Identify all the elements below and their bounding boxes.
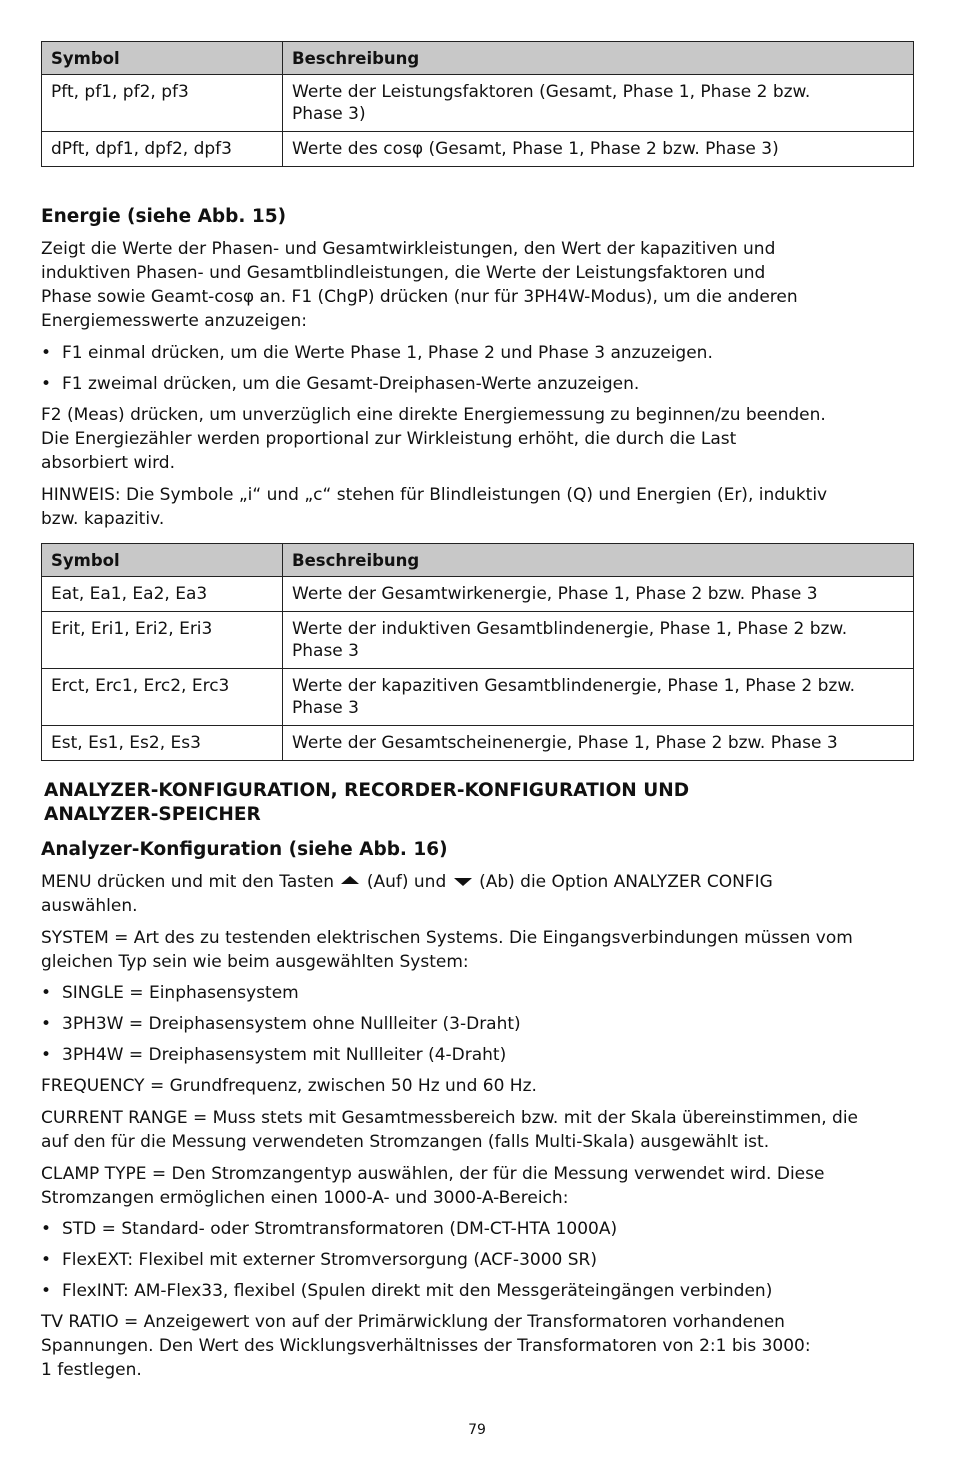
text-line: gleichen Typ sein wie beim ausgewählten System: [41, 952, 469, 972]
bullet-icon: • [41, 983, 52, 1003]
tv-ratio-paragraph [41, 1310, 914, 1382]
heading-line: ANALYZER-KONFIGURATION, RECORDER-KONFIGURATION UND [44, 780, 690, 801]
table-row [42, 75, 914, 132]
text-line: bzw. kapazitiv. [41, 509, 165, 529]
text-line: TV RATIO = Anzeigewert von auf der Primärwicklung der Transformatoren vorhandenen [41, 1312, 785, 1332]
text-line: SYSTEM = Art des zu testenden elektrischen Systems. Die Eingangsverbindungen müssen vom [41, 928, 853, 948]
description-line: Werte der Leistungsfaktoren (Gesamt, Phase 1, Phase 2 bzw. [292, 82, 811, 102]
heading-line: ANALYZER-SPEICHER [44, 804, 261, 825]
text-line: Zeigt die Werte der Phasen- und Gesamtwirkleistungen, den Wert der kapazitiven und [41, 239, 776, 259]
table-header-row [42, 42, 914, 75]
column-header: Beschreibung [283, 544, 914, 577]
text-line: Energiemesswerte anzuzeigen: [41, 311, 307, 331]
description-cell: Werte der Gesamtscheinenergie, Phase 1, Phase 2 bzw. Phase 3 [283, 726, 914, 761]
table-row [42, 669, 914, 726]
bullet-icon: • [41, 1219, 52, 1239]
list-item-text: STD = Standard- oder Stromtransformatoren (DM-CT-HTA 1000A) [62, 1219, 618, 1239]
symbol-cell: Est, Es1, Es2, Es3 [42, 726, 283, 761]
text-fragment: MENU drücken und mit den Tasten [41, 872, 335, 892]
frequency-paragraph: FREQUENCY = Grundfrequenz, zwischen 50 Hz und 60 Hz. [41, 1076, 537, 1096]
text-line: induktiven Phasen- und Gesamtblindleistungen, die Werte der Leistungsfaktoren und [41, 263, 766, 283]
table-row [42, 577, 914, 612]
description-cell [283, 669, 914, 726]
bullet-icon: • [41, 1281, 52, 1301]
symbol-cell: Erit, Eri1, Eri2, Eri3 [42, 612, 283, 669]
symbol-cell: Erct, Erc1, Erc2, Erc3 [42, 669, 283, 726]
list-item [41, 1248, 914, 1272]
list-item [41, 372, 914, 396]
description-line: Phase 3 [292, 698, 359, 718]
menu-paragraph [41, 870, 914, 918]
list-item-text: SINGLE = Einphasensystem [62, 983, 299, 1003]
column-header: Symbol [42, 42, 283, 75]
page-content [41, 41, 914, 1382]
energy-table [41, 543, 914, 761]
note-paragraph [41, 483, 914, 531]
list-item [41, 341, 914, 365]
text-line: 1 festlegen. [41, 1360, 142, 1380]
text-line: Phase sowie Geamt-cosφ an. F1 (ChgP) drücken (nur für 3PH4W-Modus), um die anderen [41, 287, 798, 307]
bullet-icon: • [41, 1045, 52, 1065]
list-item-text: 3PH4W = Dreiphasensystem mit Nullleiter (4-Draht) [62, 1045, 507, 1065]
power-factor-table [41, 41, 914, 167]
bullet-icon: • [41, 1250, 52, 1270]
description-cell: Werte des cosφ (Gesamt, Phase 1, Phase 2 bzw. Phase 3) [283, 132, 914, 167]
table-header-row [42, 544, 914, 577]
list-item-text: FlexEXT: Flexibel mit externer Stromversorgung (ACF-3000 SR) [62, 1250, 597, 1270]
description-cell: Werte der Gesamtwirkenergie, Phase 1, Phase 2 bzw. Phase 3 [283, 577, 914, 612]
description-cell [283, 612, 914, 669]
text-line: F2 (Meas) drücken, um unverzüglich eine direkte Energiemessung zu beginnen/zu beenden. [41, 405, 826, 425]
description-line: Werte der kapazitiven Gesamtblindenergie, Phase 1, Phase 2 bzw. [292, 676, 856, 696]
system-paragraph [41, 926, 914, 974]
text-fragment: auswählen. [41, 896, 138, 916]
list-item [41, 1012, 914, 1036]
list-item-text: FlexINT: AM-Flex33, flexibel (Spulen direkt mit den Messgeräteingängen verbinden) [62, 1281, 773, 1301]
text-line: Stromzangen ermöglichen einen 1000-A- und 3000-A-Bereich: [41, 1188, 569, 1208]
text-line: Spannungen. Den Wert des Wicklungsverhältnisses der Transformatoren von 2:1 bis 3000: [41, 1336, 811, 1356]
symbol-cell: dPft, dpf1, dpf2, dpf3 [42, 132, 283, 167]
symbol-cell: Pft, pf1, pf2, pf3 [42, 75, 283, 132]
symbol-cell: Eat, Ea1, Ea2, Ea3 [42, 577, 283, 612]
energie-paragraph [41, 237, 914, 333]
list-item-text: F1 zweimal drücken, um die Gesamt-Dreiphasen-Werte anzuzeigen. [62, 374, 640, 394]
description-line: Phase 3) [292, 104, 366, 124]
text-line: Die Energiezähler werden proportional zur Wirkleistung erhöht, die durch die Last [41, 429, 737, 449]
energie-measure-paragraph [41, 403, 914, 475]
arrow-down-icon [454, 878, 472, 886]
list-item [41, 1217, 914, 1241]
text-line: auf den für die Messung verwendeten Stromzangen (falls Multi-Skala) ausgewählt ist. [41, 1132, 770, 1152]
list-item-text: F1 einmal drücken, um die Werte Phase 1, Phase 2 und Phase 3 anzuzeigen. [62, 343, 713, 363]
list-item [41, 981, 914, 1005]
column-header: Beschreibung [283, 42, 914, 75]
arrow-up-icon [341, 876, 359, 884]
bullet-icon: • [41, 1014, 52, 1034]
text-fragment: (Auf) und [366, 872, 447, 892]
page-number: 79 [468, 1422, 486, 1438]
list-item [41, 1279, 914, 1303]
clamp-type-paragraph [41, 1162, 914, 1210]
table-row [42, 726, 914, 761]
description-cell [283, 75, 914, 132]
bullet-icon: • [41, 343, 52, 363]
text-line: CURRENT RANGE = Muss stets mit Gesamtmessbereich bzw. mit der Skala übereinstimmen, die [41, 1108, 859, 1128]
description-line: Werte der induktiven Gesamtblindenergie, Phase 1, Phase 2 bzw. [292, 619, 848, 639]
bullet-icon: • [41, 374, 52, 394]
current-range-paragraph [41, 1106, 914, 1154]
energie-heading: Energie (siehe Abb. 15) [41, 206, 287, 227]
column-header: Symbol [42, 544, 283, 577]
table-row [42, 612, 914, 669]
text-line: CLAMP TYPE = Den Stromzangentyp auswählen, der für die Messung verwendet wird. Diese [41, 1164, 825, 1184]
list-item [41, 1043, 914, 1067]
analyzer-heading: Analyzer-Konfiguration (siehe Abb. 16) [41, 839, 448, 860]
text-fragment: (Ab) die Option ANALYZER CONFIG [479, 872, 773, 892]
description-line: Phase 3 [292, 641, 359, 661]
text-line: absorbiert wird. [41, 453, 175, 473]
section-heading [41, 779, 914, 827]
table-row [42, 132, 914, 167]
list-item-text: 3PH3W = Dreiphasensystem ohne Nullleiter (3-Draht) [62, 1014, 521, 1034]
text-line: HINWEIS: Die Symbole „i“ und „c“ stehen für Blindleistungen (Q) und Energien (Er), induktiv [41, 485, 828, 505]
